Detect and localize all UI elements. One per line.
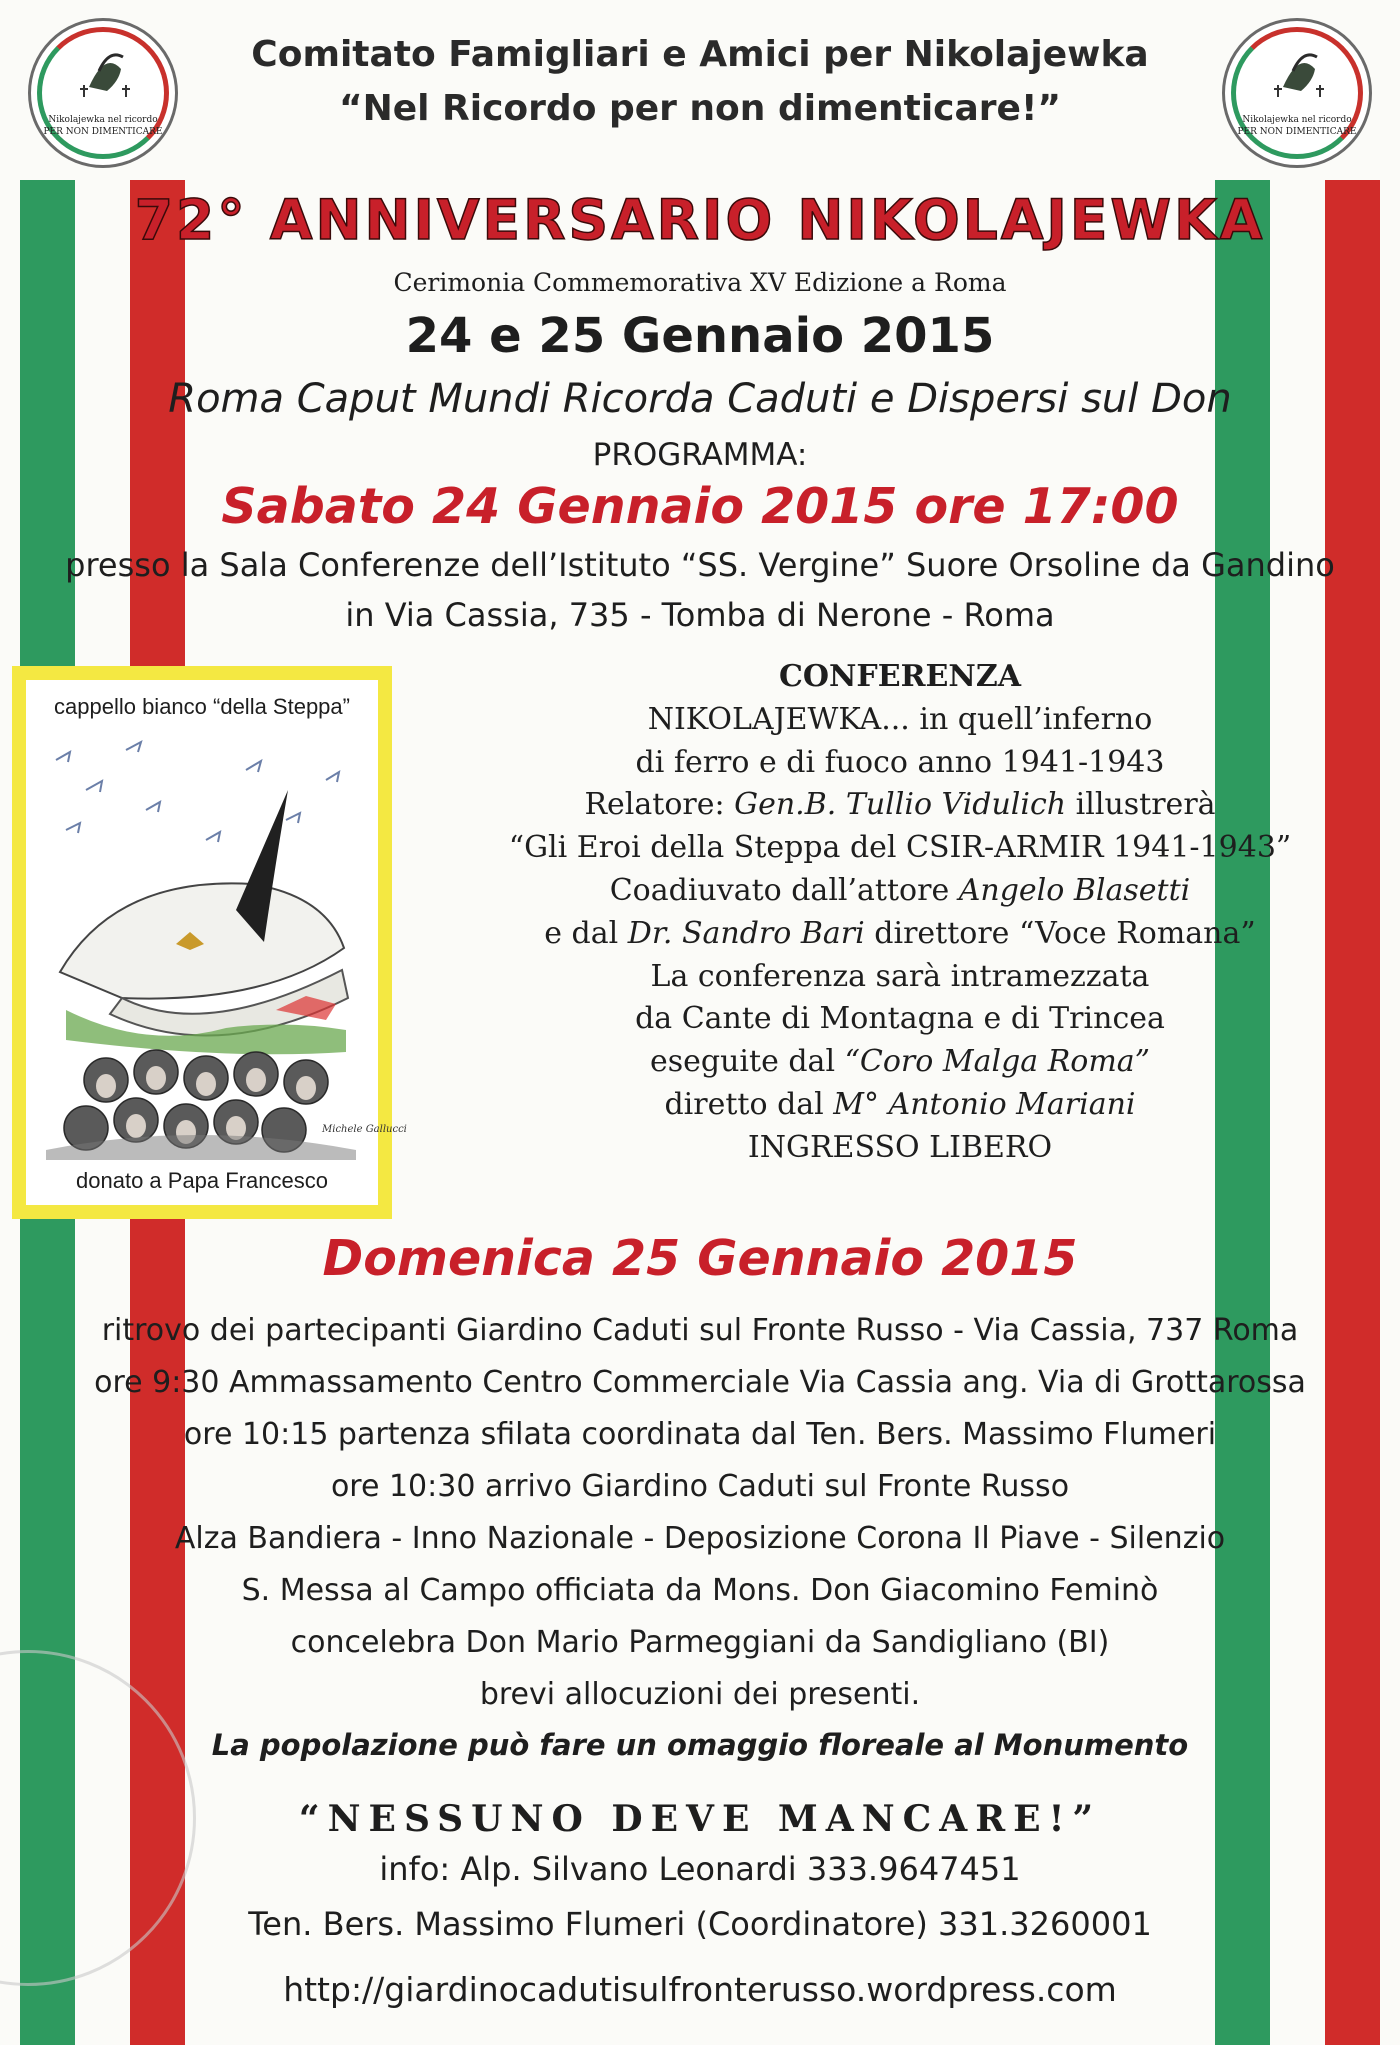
conference-line-10 bbox=[400, 1041, 1400, 1084]
relatore-name: Gen.B. Tullio Vidulich bbox=[734, 787, 1067, 823]
maestro-name: M° Antonio Mariani bbox=[833, 1086, 1136, 1122]
sunday-line: S. Messa al Campo officiata da Mons. Don Giacomino Feminò bbox=[241, 1573, 1159, 1608]
dates: 24 e 25 Gennaio 2015 bbox=[405, 308, 995, 364]
sunday-line: Alza Bandiera - Inno Nazionale - Deposizione Corona Il Piave - Silenzio bbox=[174, 1521, 1226, 1556]
maestro-prefix: diretto dal bbox=[664, 1086, 834, 1122]
sunday-program bbox=[0, 1305, 1400, 1721]
conference-line-2: NIKOLAJEWKA... in quell’inferno bbox=[647, 701, 1153, 737]
conference-line-9: da Cante di Montagna e di Trincea bbox=[635, 1001, 1165, 1037]
card-caption-bottom: donato a Papa Francesco bbox=[76, 1168, 328, 1193]
sunday-line: concelebra Don Mario Parmeggiani da Sandigliano (BI) bbox=[290, 1625, 1110, 1660]
illustration-card bbox=[12, 666, 407, 1219]
saturday-place-1: presso la Sala Conferenze dell’Istituto “SS. Vergine” Suore Orsoline da Gandino bbox=[65, 546, 1335, 584]
sunday-line: ore 9:30 Ammassamento Centro Commerciale Via Cassia ang. Via di Grottarossa bbox=[94, 1365, 1306, 1400]
attore-name: Angelo Blasetti bbox=[958, 872, 1191, 908]
conference-line-7 bbox=[400, 913, 1400, 956]
info-leonardi: info: Alp. Silvano Leonardi 333.9647451 bbox=[379, 1850, 1021, 1888]
sunday-line: brevi allocuzioni dei presenti. bbox=[479, 1677, 921, 1712]
programma-label: PROGRAMMA: bbox=[592, 437, 808, 473]
omaggio-note: La popolazione può fare un omaggio floreale al Monumento bbox=[211, 1728, 1189, 1762]
conference-line-4 bbox=[400, 784, 1400, 827]
coro-prefix: eseguite dal bbox=[649, 1044, 845, 1080]
sunday-heading: Domenica 25 Gennaio 2015 bbox=[322, 1230, 1078, 1287]
logo-text-1: Nikolajewka nel ricordo bbox=[48, 115, 158, 125]
subtitle: Cerimonia Commemorativa XV Edizione a Roma bbox=[393, 268, 1007, 297]
dr-suffix: direttore “Voce Romana” bbox=[864, 915, 1256, 951]
relatore-label: Relatore: bbox=[584, 787, 735, 823]
white-hat-illustration bbox=[26, 680, 407, 1205]
logo-text-1: Nikolajewka nel ricordo bbox=[1242, 115, 1352, 125]
logo-text-2: PER NON DIMENTICARE bbox=[1237, 127, 1357, 137]
tagline: Roma Caput Mundi Ricorda Caduti e Dispersi sul Don bbox=[168, 376, 1232, 422]
dr-prefix: e dal bbox=[544, 915, 628, 951]
conference-line-3: di ferro e di fuoco anno 1941-1943 bbox=[635, 744, 1165, 780]
sunday-line: ore 10:15 partenza sfilata coordinata dal Ten. Bers. Massimo Flumeri bbox=[183, 1417, 1217, 1452]
attore-label: Coadiuvato dall’attore bbox=[609, 872, 959, 908]
saturday-place-2: in Via Cassia, 735 - Tomba di Nerone - Roma bbox=[345, 596, 1055, 634]
conference-line-11 bbox=[400, 1084, 1400, 1127]
coro-name: “Coro Malga Roma” bbox=[844, 1044, 1151, 1080]
info-flumeri: Ten. Bers. Massimo Flumeri (Coordinatore) 331.3260001 bbox=[248, 1905, 1152, 1943]
slogan: “NESSUNO DEVE MANCARE!” bbox=[298, 1798, 1102, 1840]
saturday-heading: Sabato 24 Gennaio 2015 ore 17:00 bbox=[221, 478, 1179, 535]
relatore-suffix: illustrerà bbox=[1066, 787, 1216, 823]
card-signature: Michele Gallucci bbox=[322, 1124, 407, 1135]
conference-line-8: La conferenza sarà intramezzata bbox=[650, 958, 1150, 994]
ingresso-libero: INGRESSO LIBERO bbox=[747, 1129, 1053, 1165]
header-line-1: Comitato Famigliari e Amici per Nikolajewka bbox=[251, 34, 1149, 75]
conference-line-5: “Gli Eroi della Steppa del CSIR-ARMIR 1941-1943” bbox=[508, 830, 1292, 866]
sunday-line: ritrovo dei partecipanti Giardino Caduti sul Fronte Russo - Via Cassia, 737 Roma bbox=[101, 1313, 1299, 1348]
conference-block bbox=[400, 656, 1400, 1170]
logo-text-2: PER NON DIMENTICARE bbox=[43, 127, 163, 137]
dr-name: Dr. Sandro Bari bbox=[627, 915, 865, 951]
conference-line-6 bbox=[400, 870, 1400, 913]
website-link[interactable]: http://giardinocadutisulfronterusso.wordpress.com bbox=[283, 1970, 1117, 2009]
page-title: 72° ANNIVERSARIO NIKOLAJEWKA bbox=[134, 188, 1266, 252]
conference-title: CONFERENZA bbox=[779, 659, 1021, 694]
sunday-line: ore 10:30 arrivo Giardino Caduti sul Fronte Russo bbox=[330, 1469, 1070, 1504]
card-caption-top: cappello bianco “della Steppa” bbox=[54, 694, 350, 719]
header-line-2: “Nel Ricordo per non dimenticare!” bbox=[338, 88, 1062, 129]
